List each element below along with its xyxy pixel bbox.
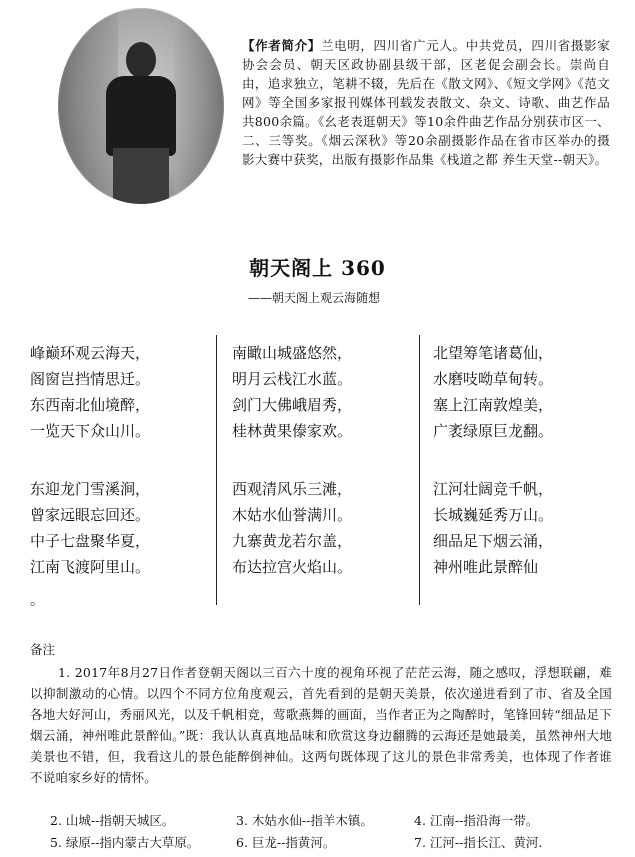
poem-line: 布达拉宫火焰山。 bbox=[232, 558, 353, 576]
poem-line: 南瞰山城盛悠然， bbox=[232, 344, 353, 362]
poem-line: 剑门大佛峨眉秀， bbox=[232, 396, 353, 414]
poem-line: 塞上江南敦煌美， bbox=[433, 396, 554, 414]
note-paragraph: 1. 2017年8月27日作者登朝天阁以三百六十度的视角环视了茫茫云海，随之感叹，浮想联翩，难以抑制激动的心情。以四个不同方位角度观云，首先看到的是朝天美景，依次递进看到了市、省及全国各地大好河山，秀丽风光，以及千帆相竞，莺歌燕舞的画面，当作者正为之陶醉时，笔锋回转“细品足下烟云涌，神州唯此景醉仙。”既：我认认真真地品味和欣赏这身边翻腾的云海还是她最美，虽然神州大地美景也不错，但，我看这儿的景色能醉倒神仙。这两句既体现了这儿的景色非常秀美，也体现了作者谁不说咱家乡好的情怀。 bbox=[30, 665, 612, 785]
note-item: 6. 巨龙--指黄河。 bbox=[236, 835, 336, 850]
poem-line: 神州唯此景醉仙 bbox=[433, 558, 539, 576]
poem-line: 曾家远眼忘回还。 bbox=[30, 506, 151, 524]
poem-title: 朝天阁上 360 bbox=[249, 256, 386, 280]
poem-line: 江南飞渡阿里山。 bbox=[30, 558, 151, 576]
photo-person-head bbox=[126, 42, 156, 78]
column-divider bbox=[419, 335, 420, 605]
poem-line: 明月云栈江水蓝。 bbox=[232, 370, 353, 388]
poem-line: 九寨黄龙若尔盖， bbox=[232, 532, 353, 550]
poem-subtitle: ——朝天阁上观云海随想 bbox=[248, 291, 381, 305]
notes-title: 备注 bbox=[30, 642, 56, 657]
column-divider bbox=[216, 335, 217, 605]
bio-text: 兰电明，四川省广元人。中共党员，四川省摄影家协会会员、朝天区政协副县级干部，区老促会副会长。崇尚自由，追求独立，笔耕不辍，先后在《散文网》、《短文学网》《范文网》等全国多家报刊媒体刊载发表散文、杂文、诗歌、曲艺作品共800余篇。《幺老表逛朝天》等10余件曲艺作品分别获市区一、二、三等奖。《烟云深秋》等20余副摄影作品在省市区举办的摄影大赛中获奖，出版有摄影作品集《栈道之都 养生天堂--朝天》。 bbox=[242, 38, 610, 167]
poem-line: 长城巍延秀万山。 bbox=[433, 506, 554, 524]
poem-line: 一览天下众山川。 bbox=[30, 422, 151, 440]
photo-background-right bbox=[174, 8, 224, 204]
poem-line: 西观清风乐三滩， bbox=[232, 480, 353, 498]
poem-line: 阁窗岂挡情思迁。 bbox=[30, 370, 151, 388]
author-bio bbox=[242, 36, 610, 169]
poem-line: 峰巅环观云海天， bbox=[30, 344, 151, 362]
poem-column-2 bbox=[232, 340, 422, 580]
note-item: 5. 绿原--指内蒙古大草原。 bbox=[50, 835, 200, 850]
poem-line: 江河壮阔竞千帆， bbox=[433, 480, 554, 498]
poem-line: 北望筹笔诸葛仙， bbox=[433, 344, 554, 362]
bio-label: 【作者简介】 bbox=[242, 38, 321, 53]
poem-line: 水磨吱呦草甸转。 bbox=[433, 370, 554, 388]
poem-line: 广袤绿原巨龙翻。 bbox=[433, 422, 554, 440]
note-item: 2. 山城--指朝天城区。 bbox=[50, 813, 175, 828]
note-item: 3. 木姑水仙--指羊木镇。 bbox=[236, 813, 373, 828]
photo-person-legs bbox=[113, 148, 169, 204]
poem-line: 桂林黄果傣家欢。 bbox=[232, 422, 353, 440]
poem-line: 木姑水仙誉满川。 bbox=[232, 506, 353, 524]
author-photo bbox=[58, 8, 224, 204]
poem-line: 中子七盘聚华夏， bbox=[30, 532, 151, 550]
note-item: 7. 江河--指长江、黄河. bbox=[414, 835, 543, 850]
photo-person-body bbox=[106, 76, 176, 156]
poem-line: 东西南北仙境醉， bbox=[30, 396, 151, 414]
poem-ending-mark: 。 bbox=[30, 593, 44, 609]
poem-column-3 bbox=[433, 340, 623, 580]
poem-line: 细品足下烟云涌， bbox=[433, 532, 554, 550]
poem-column-1 bbox=[30, 340, 220, 580]
note-item: 4. 江南--指沿海一带。 bbox=[414, 813, 539, 828]
poem-line: 东迎龙门雪溪涧， bbox=[30, 480, 151, 498]
